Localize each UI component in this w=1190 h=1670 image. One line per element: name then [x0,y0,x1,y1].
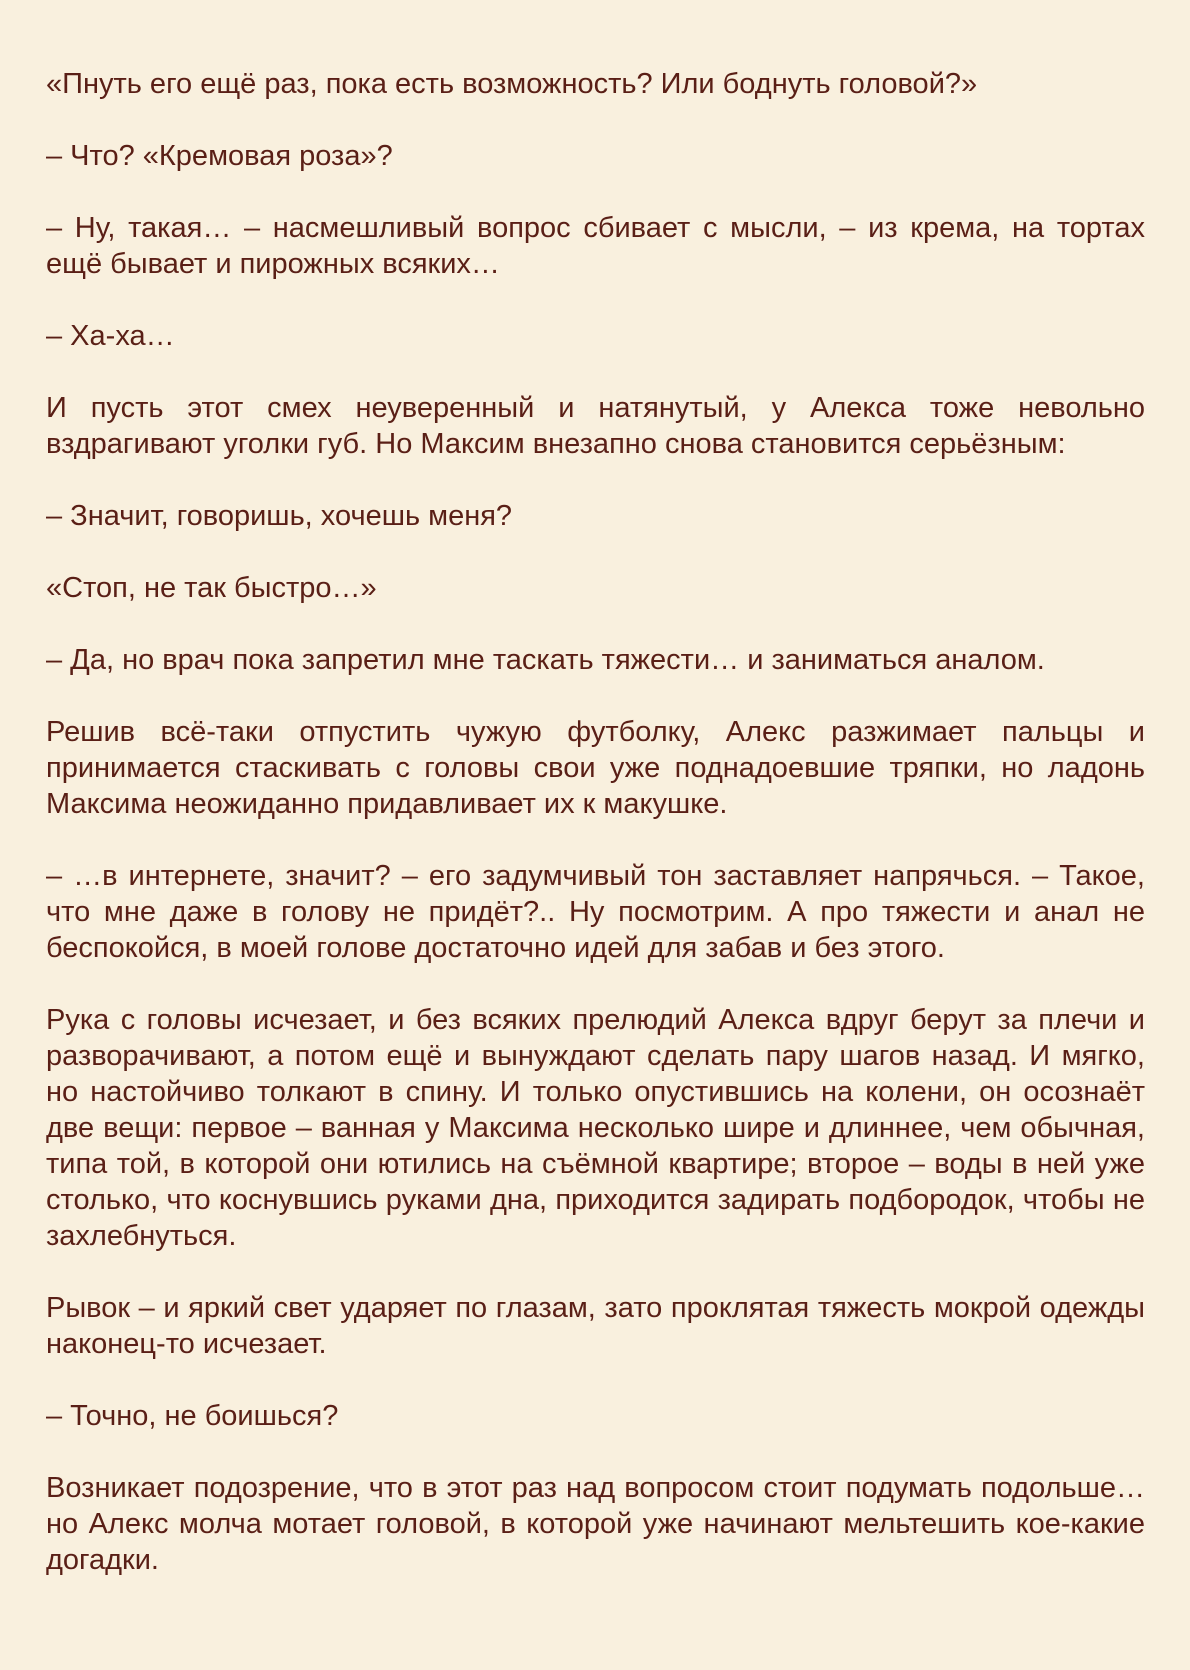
paragraph-2: – Что? «Кремовая роза»? [46,140,393,172]
paragraph-3: – Ну, такая… – насмешливый вопрос сбивает с мысли, – из крема, на тортах ещё бывает и пирожных всяких… [46,212,1145,280]
paragraph-4: – Ха-ха… [46,320,175,352]
paragraph-5: И пусть этот смех неуверенный и натянутый, у Алекса тоже невольно вздрагивают уголки губ. Но Максим внезапно снова становится серьёзным: [46,392,1145,460]
paragraph-8: – Да, но врач пока запретил мне таскать тяжести… и заниматься аналом. [46,644,1045,676]
paragraph-12: Рывок – и яркий свет ударяет по глазам, зато проклятая тяжесть мокрой одежды наконец-то исчезает. [46,1292,1145,1360]
paragraph-14: Возникает подозрение, что в этот раз над вопросом стоит подумать подольше… но Алекс молча мотает головой, в которой уже начинают мельтешить кое-какие догадки. [46,1472,1145,1576]
paragraph-7: «Стоп, не так быстро…» [46,572,377,604]
paragraph-13: – Точно, не боишься? [46,1400,339,1432]
paragraph-10: – …в интернете, значит? – его задумчивый тон заставляет напрячься. – Такое, что мне даже в голову не придёт?.. Ну посмотрим. А про тяжести и анал не беспокойся, в моей голове достаточно идей для забав и без этого. [46,860,1145,964]
paragraph-9: Решив всё-таки отпустить чужую футболку, Алекс разжимает пальцы и принимается стаскивать с головы свои уже поднадоевшие тряпки, но ладонь Максима неожиданно придавливает их к макушке. [46,716,1145,820]
paragraph-1: «Пнуть его ещё раз, пока есть возможность? Или боднуть головой?» [46,68,978,100]
paragraph-6: – Значит, говоришь, хочешь меня? [46,500,513,532]
paragraph-11: Рука с головы исчезает, и без всяких прелюдий Алекса вдруг берут за плечи и разворачивают, а потом ещё и вынуждают сделать пару шагов назад. И мягко, но настойчиво толкают в спину. И только опустившись на колени, он осознаёт две вещи: первое – ванная у Максима несколько шире и длиннее, чем обычная, типа той, в которой они ютились на съёмной квартире; второе – воды в ней уже столько, что коснувшись руками дна, приходится задирать подбородок, чтобы не захлебнуться. [46,1004,1145,1252]
